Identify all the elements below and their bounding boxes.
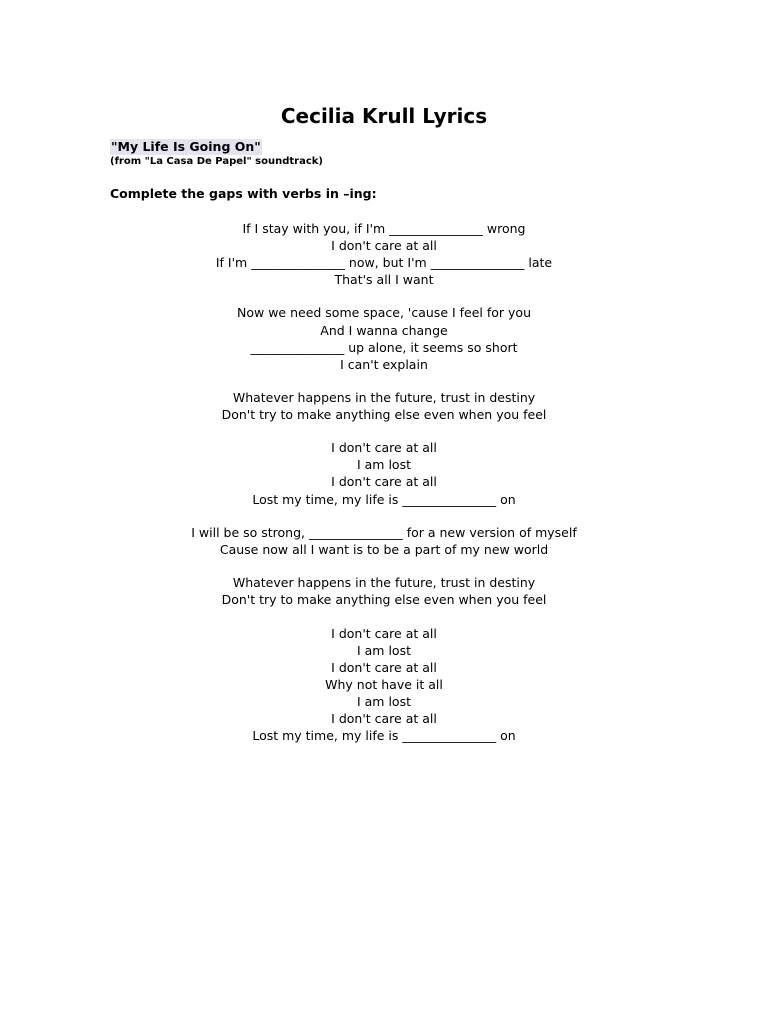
lyric-line: Whatever happens in the future, trust in destiny <box>232 575 536 591</box>
lyric-line: I am lost <box>356 642 411 658</box>
lyric-line: I don't care at all <box>331 625 437 641</box>
lyric-line: I don't care at all <box>331 710 437 726</box>
lyrics-stanza <box>0 304 768 372</box>
lyric-line: That's all I want <box>334 272 434 288</box>
lyric-line: I will be so strong, _______________ for a new version of myself <box>191 524 577 540</box>
lyrics-stanza <box>0 625 768 744</box>
exercise-instruction: Complete the gaps with verbs in –ing: <box>110 186 377 201</box>
song-source: (from "La Casa De Papel" soundtrack) <box>110 156 323 167</box>
lyric-line: I don't care at all <box>331 474 437 490</box>
lyrics-stanza <box>0 524 768 558</box>
lyric-line: I don't care at all <box>331 659 437 675</box>
lyric-line: Why not have it all <box>325 676 443 692</box>
lyrics-stanza <box>0 389 768 423</box>
lyric-line: I can't explain <box>340 356 428 372</box>
lyric-line: I am lost <box>356 457 411 473</box>
lyric-line: If I'm _______________ now, but I'm _______________ late <box>215 255 553 271</box>
lyrics-stanza <box>0 220 768 288</box>
lyric-line: Don't try to make anything else even when you feel <box>221 407 547 423</box>
lyric-line: Whatever happens in the future, trust in destiny <box>232 389 536 405</box>
lyric-line: Cause now all I want is to be a part of my new world <box>219 541 549 557</box>
lyric-line: I don't care at all <box>331 440 437 456</box>
page-title: Cecilia Krull Lyrics <box>280 104 488 128</box>
song-title: "My Life Is Going On" <box>111 139 261 154</box>
lyric-line: _______________ up alone, it seems so short <box>250 339 518 355</box>
lyric-line: Lost my time, my life is _______________ on <box>252 727 516 743</box>
lyric-line: Don't try to make anything else even when you feel <box>221 592 547 608</box>
lyric-line: And I wanna change <box>320 322 448 338</box>
lyric-line: If I stay with you, if I'm _______________ wrong <box>242 221 526 236</box>
lyrics-stanza <box>0 574 768 608</box>
lyric-line: I don't care at all <box>331 238 437 254</box>
lyric-line: Now we need some space, 'cause I feel for you <box>237 305 531 321</box>
lyric-line: Lost my time, my life is _______________ on <box>252 491 516 507</box>
lyrics-body <box>0 220 768 760</box>
lyric-line: I am lost <box>356 693 411 709</box>
lyrics-stanza <box>0 439 768 507</box>
